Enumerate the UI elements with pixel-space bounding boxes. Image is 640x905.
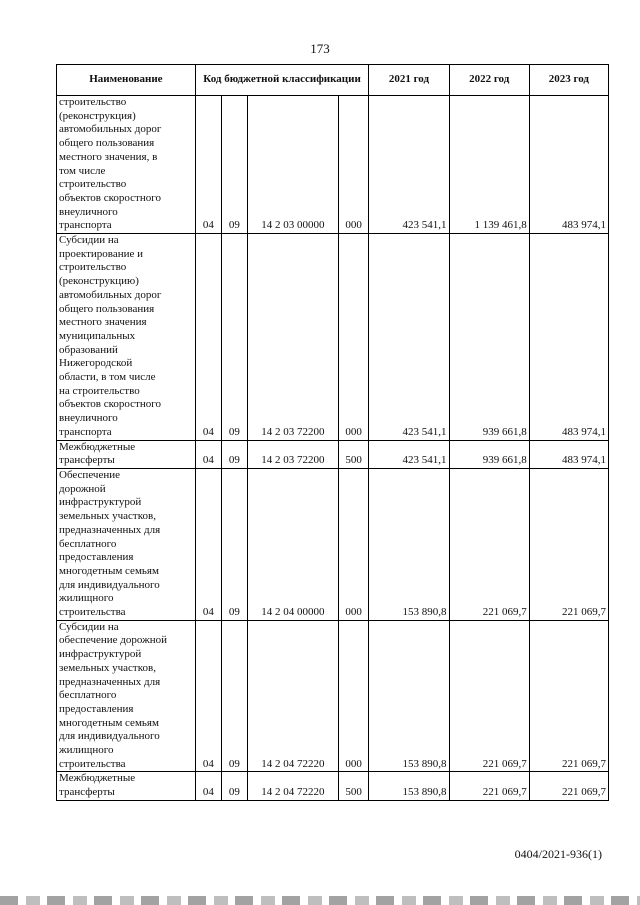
- row-name-line: автомобильных дорог: [59, 123, 162, 136]
- row-name-line: Межбюджетные: [59, 440, 136, 453]
- code-expense-type: 500: [338, 440, 368, 468]
- row-name-line: автомобильных дорог: [59, 288, 162, 301]
- row-name-line: предназначенных для: [59, 523, 161, 536]
- row-name-line: объектов скоростного: [59, 191, 161, 204]
- amount-2021: 423 541,1: [369, 440, 449, 468]
- code-subsection: 09: [221, 440, 247, 468]
- code-target-article: 14 2 04 72220: [247, 620, 338, 772]
- code-target-article: 14 2 03 00000: [247, 96, 338, 234]
- code-section: 04: [195, 468, 221, 620]
- row-name: [57, 96, 196, 234]
- row-name: [57, 440, 196, 468]
- row-name-line: многодетным семьям: [59, 716, 159, 729]
- header-2022: 2022 год: [449, 65, 529, 96]
- amount-2021: 153 890,8: [369, 468, 449, 620]
- row-name-line: предназначенных для: [59, 675, 161, 688]
- row-name-line: обеспечение дорожной: [59, 634, 168, 647]
- row-name-line: проектирование и: [59, 247, 144, 260]
- row-name-line: Нижегородской: [59, 357, 133, 370]
- row-name-line: трансферты: [59, 454, 115, 467]
- amount-2023: 483 974,1: [529, 440, 608, 468]
- table-row: [57, 772, 609, 800]
- row-name-line: общего пользования: [59, 137, 155, 150]
- row-name-line: строительство: [59, 178, 127, 191]
- code-target-article: 14 2 03 72200: [247, 234, 338, 441]
- table-row: [57, 440, 609, 468]
- row-name-line: области, в том числе: [59, 371, 156, 384]
- row-name-line: земельных участков,: [59, 661, 156, 674]
- amount-2021: 423 541,1: [369, 96, 449, 234]
- row-name-line: транспорта: [59, 425, 112, 438]
- amount-2022: 939 661,8: [449, 234, 529, 441]
- table-body: [57, 96, 609, 801]
- amount-2023: 221 069,7: [529, 468, 608, 620]
- row-name-line: жилищного: [59, 592, 114, 605]
- header-name: Наименование: [57, 65, 196, 96]
- code-subsection: 09: [221, 620, 247, 772]
- row-name: [57, 620, 196, 772]
- row-name-line: Субсидии на: [59, 620, 119, 633]
- code-subsection: 09: [221, 772, 247, 800]
- row-name-line: трансферты: [59, 786, 115, 799]
- row-name-line: на строительство: [59, 384, 140, 397]
- row-name-line: для индивидуального: [59, 578, 160, 591]
- amount-2022: 221 069,7: [449, 620, 529, 772]
- row-name-line: образований: [59, 343, 118, 356]
- row-name-line: предоставления: [59, 551, 134, 564]
- row-name-line: общего пользования: [59, 302, 155, 315]
- row-name-line: инфраструктурой: [59, 496, 142, 509]
- table-row: [57, 468, 609, 620]
- row-name-line: Субсидии на: [59, 234, 119, 247]
- table-row: [57, 620, 609, 772]
- code-expense-type: 000: [338, 468, 368, 620]
- amount-2022: 221 069,7: [449, 772, 529, 800]
- header-2023: 2023 год: [529, 65, 608, 96]
- row-name-line: строительства: [59, 606, 126, 619]
- row-name-line: Обеспечение: [59, 468, 120, 481]
- table-header-row: [57, 65, 609, 96]
- document-code: 0404/2021-936(1): [514, 847, 602, 861]
- code-section: 04: [195, 234, 221, 441]
- row-name-line: объектов скоростного: [59, 398, 161, 411]
- table-row: [57, 96, 609, 234]
- code-expense-type: 500: [338, 772, 368, 800]
- row-name-line: предоставления: [59, 702, 134, 715]
- row-name-line: местного значения: [59, 316, 147, 329]
- row-name-line: муниципальных: [59, 329, 136, 342]
- code-expense-type: 000: [338, 96, 368, 234]
- amount-2021: 153 890,8: [369, 620, 449, 772]
- row-name-line: внеуличного: [59, 412, 118, 425]
- code-expense-type: 000: [338, 620, 368, 772]
- code-subsection: 09: [221, 96, 247, 234]
- amount-2023: 221 069,7: [529, 620, 608, 772]
- code-subsection: 09: [221, 468, 247, 620]
- row-name: [57, 234, 196, 441]
- table-row: [57, 234, 609, 441]
- header-code: Код бюджетной классификации: [195, 65, 368, 96]
- row-name: [57, 468, 196, 620]
- row-name-line: жилищного: [59, 744, 114, 757]
- row-name-line: строительство: [59, 96, 127, 108]
- amount-2022: 1 139 461,8: [449, 96, 529, 234]
- row-name-line: многодетным семьям: [59, 564, 159, 577]
- code-section: 04: [195, 440, 221, 468]
- amount-2023: 483 974,1: [529, 96, 608, 234]
- row-name-line: транспорта: [59, 219, 112, 232]
- code-target-article: 14 2 03 72200: [247, 440, 338, 468]
- page-number: 173: [310, 41, 330, 56]
- amount-2021: 153 890,8: [369, 772, 449, 800]
- row-name-line: (реконструкцию): [59, 275, 139, 288]
- row-name-line: внеуличного: [59, 205, 118, 218]
- row-name-line: (реконструкция): [59, 109, 136, 122]
- row-name-line: бесплатного: [59, 689, 117, 702]
- code-section: 04: [195, 772, 221, 800]
- row-name-line: земельных участков,: [59, 510, 156, 523]
- row-name: [57, 772, 196, 800]
- row-name-line: бесплатного: [59, 537, 117, 550]
- amount-2022: 939 661,8: [449, 440, 529, 468]
- amount-2022: 221 069,7: [449, 468, 529, 620]
- code-subsection: 09: [221, 234, 247, 441]
- row-name-line: строительства: [59, 757, 126, 770]
- budget-table: [56, 64, 609, 801]
- code-section: 04: [195, 620, 221, 772]
- code-target-article: 14 2 04 00000: [247, 468, 338, 620]
- row-name-line: том числе: [59, 164, 106, 177]
- row-name-line: для индивидуального: [59, 730, 160, 743]
- header-2021: 2021 год: [369, 65, 449, 96]
- code-target-article: 14 2 04 72220: [247, 772, 338, 800]
- code-expense-type: 000: [338, 234, 368, 441]
- amount-2021: 423 541,1: [369, 234, 449, 441]
- row-name-line: дорожной: [59, 482, 106, 495]
- row-name-line: инфраструктурой: [59, 648, 142, 661]
- row-name-line: строительство: [59, 261, 127, 274]
- amount-2023: 221 069,7: [529, 772, 608, 800]
- amount-2023: 483 974,1: [529, 234, 608, 441]
- code-section: 04: [195, 96, 221, 234]
- row-name-line: Межбюджетные: [59, 772, 136, 785]
- row-name-line: местного значения, в: [59, 150, 158, 163]
- scan-edge-artifact: [0, 896, 640, 905]
